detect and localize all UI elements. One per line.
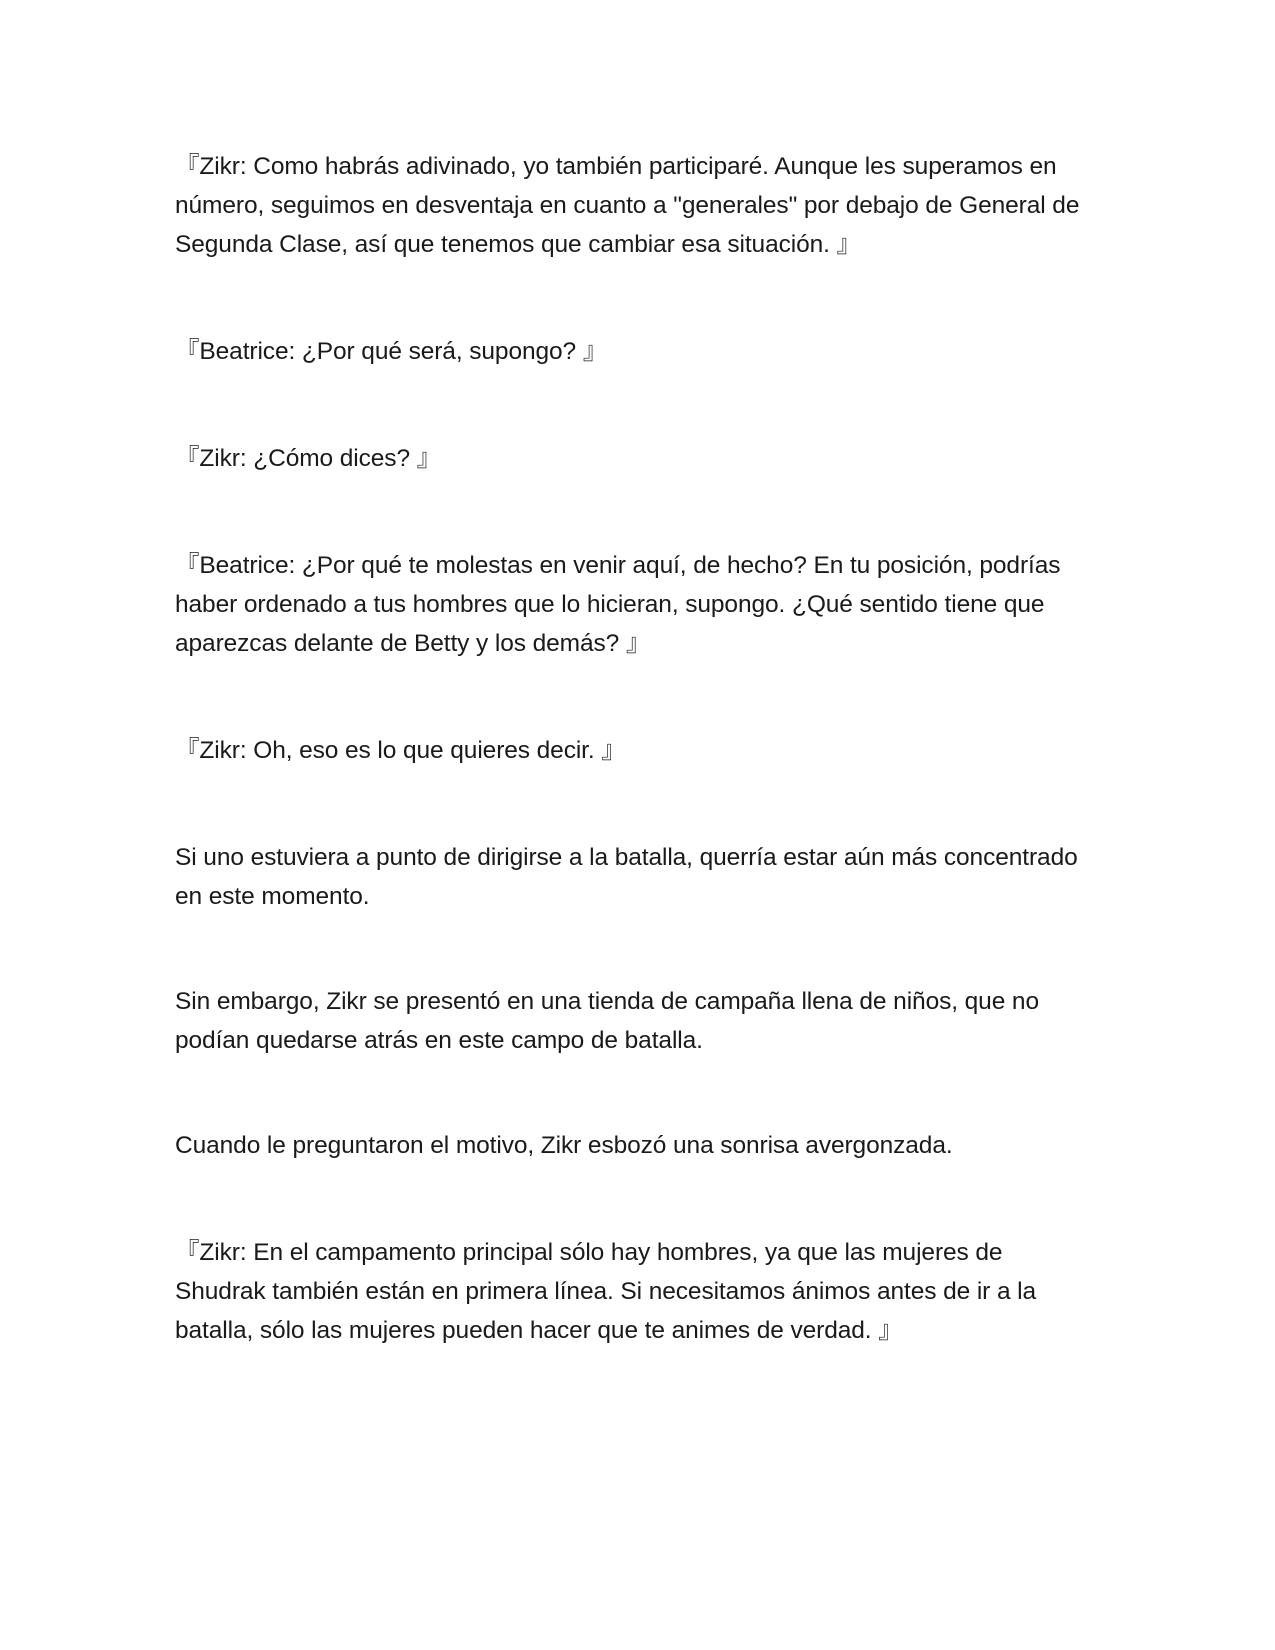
narration-embarrassed-smile: Cuando le preguntaron el motivo, Zikr esbozó una sonrisa avergonzada. — [175, 1132, 953, 1159]
narration-tent-children: Sin embargo, Zikr se presentó en una tienda de campaña llena de niños, que no podían quedarse atrás en este campo de batalla. — [175, 988, 1046, 1054]
dialogue-zikr-oh: 『Zikr: Oh, eso es lo que quieres decir. 』 — [175, 737, 626, 764]
dialogue-beatrice-question: 『Beatrice: ¿Por qué te molestas en venir aquí, de hecho? En tu posición, podrías haber ordenado a tus hombres que lo hicieran, supongo. ¿Qué sentido tiene que aparezcas delante de Betty y los demás? 』 — [175, 552, 1068, 657]
dialogue-zikr-pardon: 『Zikr: ¿Cómo dices? 』 — [175, 445, 442, 472]
dialogue-beatrice-why: 『Beatrice: ¿Por qué será, supongo? 』 — [175, 338, 608, 365]
text-column — [175, 147, 1095, 1350]
dialogue-zikr-participation: 『Zikr: Como habrás adivinado, yo también participaré. Aunque les superamos en número, seguimos en desventaja en cuanto a "generales" por debajo de General de Segunda Clase, así que tenemos que cambiar esa situación. 』 — [175, 153, 1087, 258]
dialogue-zikr-encouragement: 『Zikr: En el campamento principal sólo hay hombres, ya que las mujeres de Shudrak también están en primera línea. Si necesitamos ánimos antes de ir a la batalla, sólo las mujeres pueden hacer que te animes de verdad. 』 — [175, 1239, 1043, 1344]
narration-battle-focus: Si uno estuviera a punto de dirigirse a la batalla, querría estar aún más concentrado en este momento. — [175, 844, 1085, 910]
